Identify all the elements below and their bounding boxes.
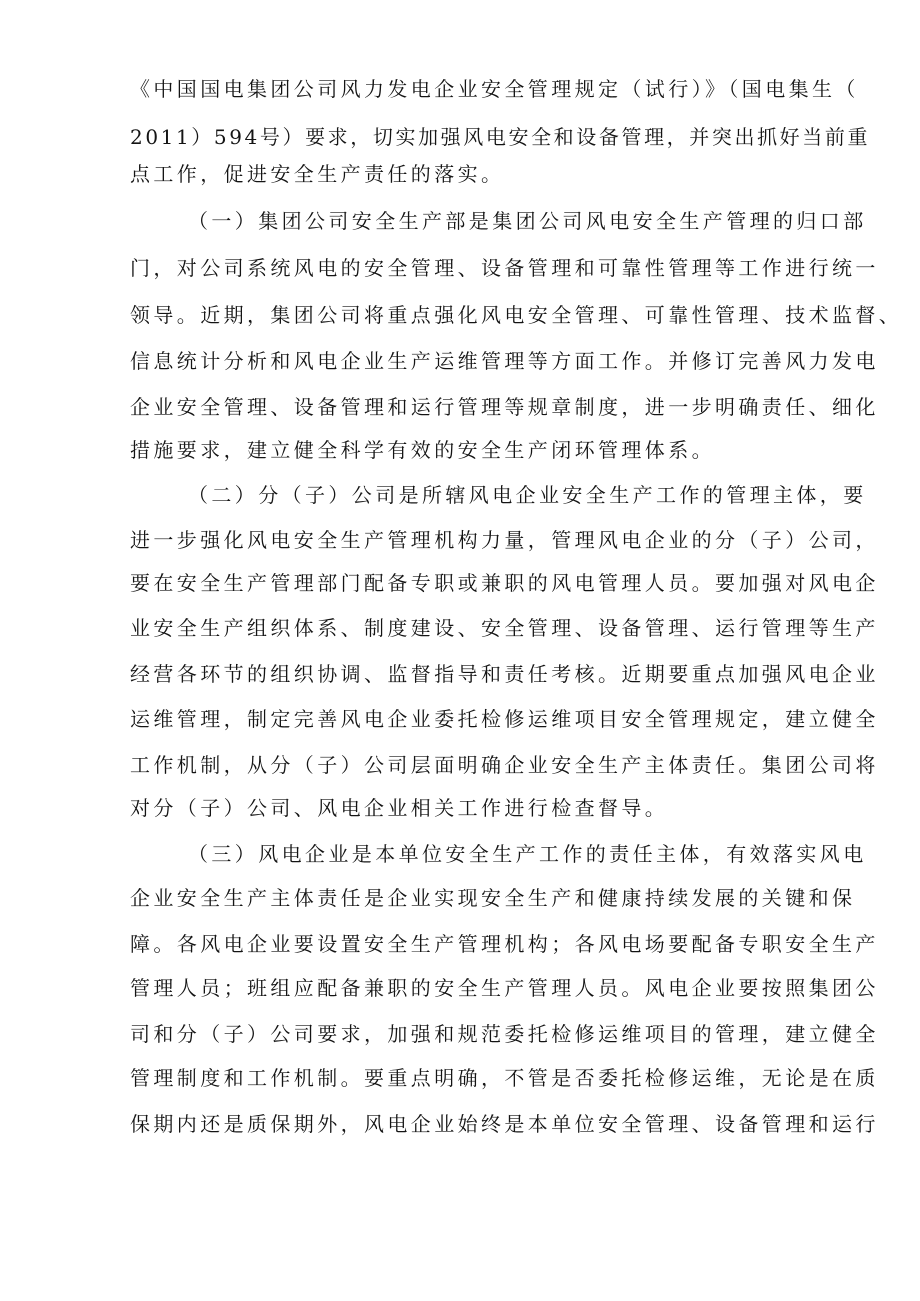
text-line: 信息统计分析和风电企业生产运维管理等方面工作。并修订完善风力发电 [130,349,879,373]
text-line: 2011）594号）要求，切实加强风电安全和设备管理，并突出抓好当前重 [130,125,871,149]
text-line: 门，对公司系统风电的安全管理、设备管理和可靠性管理等工作进行统一 [130,256,879,280]
text-line: （二）分（子）公司是所辖风电企业安全生产工作的管理主体，要 [188,483,867,507]
text-line: 管理制度和工作机制。要重点明确，不管是否委托检修运维，无论是在质 [130,1066,879,1090]
text-line: 业安全生产组织体系、制度建设、安全管理、设备管理、运行管理等生产 [130,616,879,640]
text-line: 保期内还是质保期外，风电企业始终是本单位安全管理、设备管理和运行 [130,1112,879,1136]
text-line: 运维管理，制定完善风电企业委托检修运维项目安全管理规定，建立健全 [130,707,879,731]
text-line: 企业安全生产主体责任是企业实现安全生产和健康持续发展的关键和保 [130,886,856,910]
text-line: （三）风电企业是本单位安全生产工作的责任主体，有效落实风电 [188,842,867,866]
text-line: （一）集团公司安全生产部是集团公司风电安全生产管理的归口部 [188,209,867,233]
text-line: 领导。近期，集团公司将重点强化风电安全管理、可靠性管理、技术监督、 [130,303,903,327]
text-line: 企业安全管理、设备管理和运行管理等规章制度，进一步明确责任、细化 [130,395,879,419]
text-line: 要在安全生产管理部门配备专职或兼职的风电管理人员。要加强对风电企 [130,571,879,595]
text-line: 措施要求，建立健全科学有效的安全生产闭环管理体系。 [130,438,715,462]
text-line: 进一步强化风电安全生产管理机构力量，管理风电企业的分（子）公司， [130,528,879,552]
text-line: 司和分（子）公司要求，加强和规范委托检修运维项目的管理，建立健全 [130,1022,879,1046]
text-line: 障。各风电企业要设置安全生产管理机构；各风电场要配备专职安全生产 [130,932,879,956]
text-line: 经营各环节的组织协调、监督指导和责任考核。近期要重点加强风电企业 [130,662,879,686]
text-line: 点工作，促进安全生产责任的落实。 [130,162,505,186]
text-line: 管理人员；班组应配备兼职的安全生产管理人员。风电企业要按照集团公 [130,976,879,1000]
text-line: 对分（子）公司、风电企业相关工作进行检查督导。 [130,796,669,820]
text-line: 工作机制，从分（子）公司层面明确企业安全生产主体责任。集团公司将 [130,753,879,777]
text-line: 《中国国电集团公司风力发电企业安全管理规定（试行）》（国电集生（ [130,77,859,101]
